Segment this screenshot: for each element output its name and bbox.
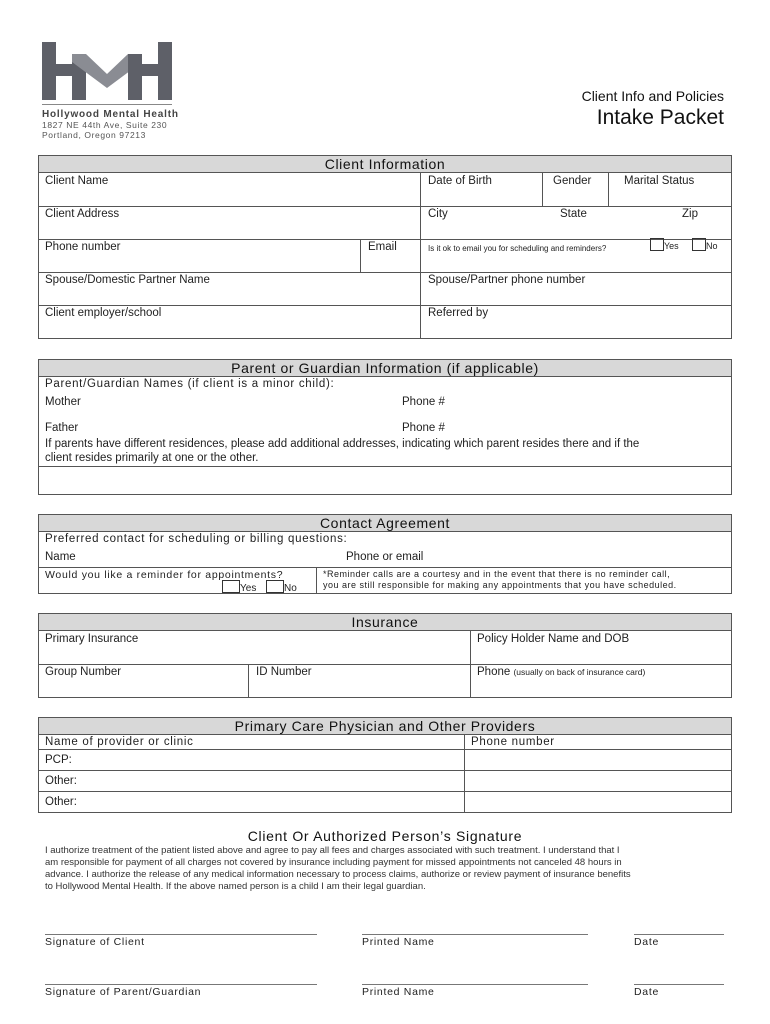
checkbox-icon[interactable]	[222, 580, 240, 593]
reminder-note-line2: you are still responsible for making any appointments that you have scheduled.	[323, 580, 677, 590]
col-divider	[360, 239, 361, 272]
provider-row-pcp[interactable]: PCP:	[45, 754, 72, 766]
email-consent-question: Is it ok to email you for scheduling and reminders?	[428, 244, 607, 253]
marital-status-field[interactable]: Marital Status	[624, 175, 695, 187]
reminder-yes[interactable]: Yes	[222, 580, 256, 594]
provider-name-column-header: Name of provider or clinic	[45, 736, 194, 748]
reminder-note-line1: *Reminder calls are a courtesy and in the event that there is no reminder call,	[323, 569, 671, 579]
insurance-heading: Insurance	[38, 613, 732, 631]
checkbox-icon[interactable]	[692, 238, 706, 251]
email-consent-no[interactable]: No	[692, 238, 718, 251]
checkbox-icon[interactable]	[266, 580, 284, 593]
client-signature-label: Signature of Client	[45, 936, 145, 948]
col-divider	[542, 172, 543, 206]
email-field[interactable]: Email	[368, 241, 397, 253]
col-divider	[608, 172, 609, 206]
row-divider	[38, 206, 732, 207]
insurance-phone-note: (usually on back of insurance card)	[513, 667, 646, 677]
phone-number-field[interactable]: Phone number	[45, 241, 121, 253]
printed-name-label: Printed Name	[362, 936, 435, 948]
employer-field[interactable]: Client employer/school	[45, 307, 162, 319]
row-divider	[38, 239, 732, 240]
signature-line[interactable]	[362, 984, 588, 985]
provider-row-other[interactable]: Other:	[45, 796, 77, 808]
signature-heading: Client Or Authorized Person’s Signature	[247, 828, 523, 844]
row-divider	[38, 791, 732, 792]
col-divider	[470, 630, 471, 698]
client-name-field[interactable]: Client Name	[45, 175, 109, 187]
printed-name-label: Printed Name	[362, 986, 435, 998]
consent-text-line2: am responsible for payment of all charges not covered by insurance including payment for missed appointments not canceled 48 hours in	[45, 857, 622, 868]
reminder-no[interactable]: No	[266, 580, 297, 594]
row-divider	[38, 272, 732, 273]
father-field[interactable]: Father	[45, 422, 79, 434]
signature-line[interactable]	[45, 934, 317, 935]
row-divider	[38, 770, 732, 771]
mother-phone-field[interactable]: Phone #	[402, 396, 445, 408]
spouse-phone-field[interactable]: Spouse/Partner phone number	[428, 274, 586, 286]
contact-phone-email-field[interactable]: Phone or email	[346, 551, 424, 563]
referred-by-field[interactable]: Referred by	[428, 307, 489, 319]
org-address-line1: 1827 NE 44th Ave, Suite 230	[42, 120, 168, 130]
col-divider	[248, 664, 249, 698]
col-divider	[420, 172, 421, 339]
consent-text-line4: to Hollywood Mental Health. If the above named person is a child I am their legal guardian.	[45, 881, 426, 892]
date-label: Date	[634, 986, 659, 998]
policy-holder-field[interactable]: Policy Holder Name and DOB	[477, 633, 630, 645]
id-number-field[interactable]: ID Number	[256, 666, 312, 678]
father-phone-field[interactable]: Phone #	[402, 422, 445, 434]
logo	[42, 42, 172, 100]
client-address-field[interactable]: Client Address	[45, 208, 120, 220]
group-number-field[interactable]: Group Number	[45, 666, 122, 678]
mother-field[interactable]: Mother	[45, 396, 81, 408]
signature-line[interactable]	[362, 934, 588, 935]
state-field[interactable]: State	[560, 208, 587, 220]
spouse-name-field[interactable]: Spouse/Domestic Partner Name	[45, 274, 210, 286]
insurance-phone-field[interactable]: Phone (usually on back of insurance card)	[477, 666, 646, 678]
checkbox-icon[interactable]	[650, 238, 664, 251]
client-info-heading: Client Information	[38, 155, 732, 173]
col-divider	[316, 567, 317, 594]
primary-insurance-field[interactable]: Primary Insurance	[45, 633, 139, 645]
gender-field[interactable]: Gender	[553, 175, 592, 187]
page-subtitle: Client Info and Policies	[581, 88, 724, 104]
contact-heading: Contact Agreement	[38, 514, 732, 532]
dob-field[interactable]: Date of Birth	[428, 175, 492, 187]
date-label: Date	[634, 936, 659, 948]
consent-text-line1: I authorize treatment of the patient listed above and agree to pay all fees and charges associated with such treatment. I understand that I	[45, 845, 620, 856]
row-divider	[38, 749, 732, 750]
contact-name-field[interactable]: Name	[45, 551, 76, 563]
provider-phone-column-header: Phone number	[471, 736, 555, 748]
logo-divider	[42, 104, 172, 105]
guardian-heading: Parent or Guardian Information (if applicable)	[38, 359, 732, 377]
guardian-signature-label: Signature of Parent/Guardian	[45, 986, 202, 998]
col-divider	[464, 734, 465, 813]
preferred-contact-label: Preferred contact for scheduling or billing questions:	[45, 533, 348, 545]
row-divider	[38, 567, 732, 568]
hmh-logo-icon	[42, 42, 172, 100]
providers-heading: Primary Care Physician and Other Providers	[38, 717, 732, 735]
row-divider	[38, 305, 732, 306]
signature-line[interactable]	[634, 934, 724, 935]
page-title: Intake Packet	[596, 106, 724, 129]
zip-field[interactable]: Zip	[682, 208, 698, 220]
signature-line[interactable]	[634, 984, 724, 985]
residence-note-line2: client resides primarily at one or the other.	[45, 452, 259, 464]
org-name: Hollywood Mental Health	[42, 109, 179, 120]
guardian-names-label: Parent/Guardian Names (if client is a minor child):	[45, 378, 335, 390]
signature-line[interactable]	[45, 984, 317, 985]
email-consent-yes[interactable]: Yes	[650, 238, 679, 251]
consent-text-line3: advance. I authorize the release of any medical information necessary to process claims, authorize or review payment of insurance benefits	[45, 869, 631, 880]
residence-note-line1: If parents have different residences, please add additional addresses, indicating which parent resides there and if the	[45, 438, 640, 450]
org-address-line2: Portland, Oregon 97213	[42, 130, 146, 140]
row-divider	[38, 664, 732, 665]
provider-row-other[interactable]: Other:	[45, 775, 77, 787]
residence-address-field[interactable]	[39, 467, 731, 494]
reminder-question: Would you like a reminder for appointments?	[45, 569, 284, 581]
city-field[interactable]: City	[428, 208, 448, 220]
